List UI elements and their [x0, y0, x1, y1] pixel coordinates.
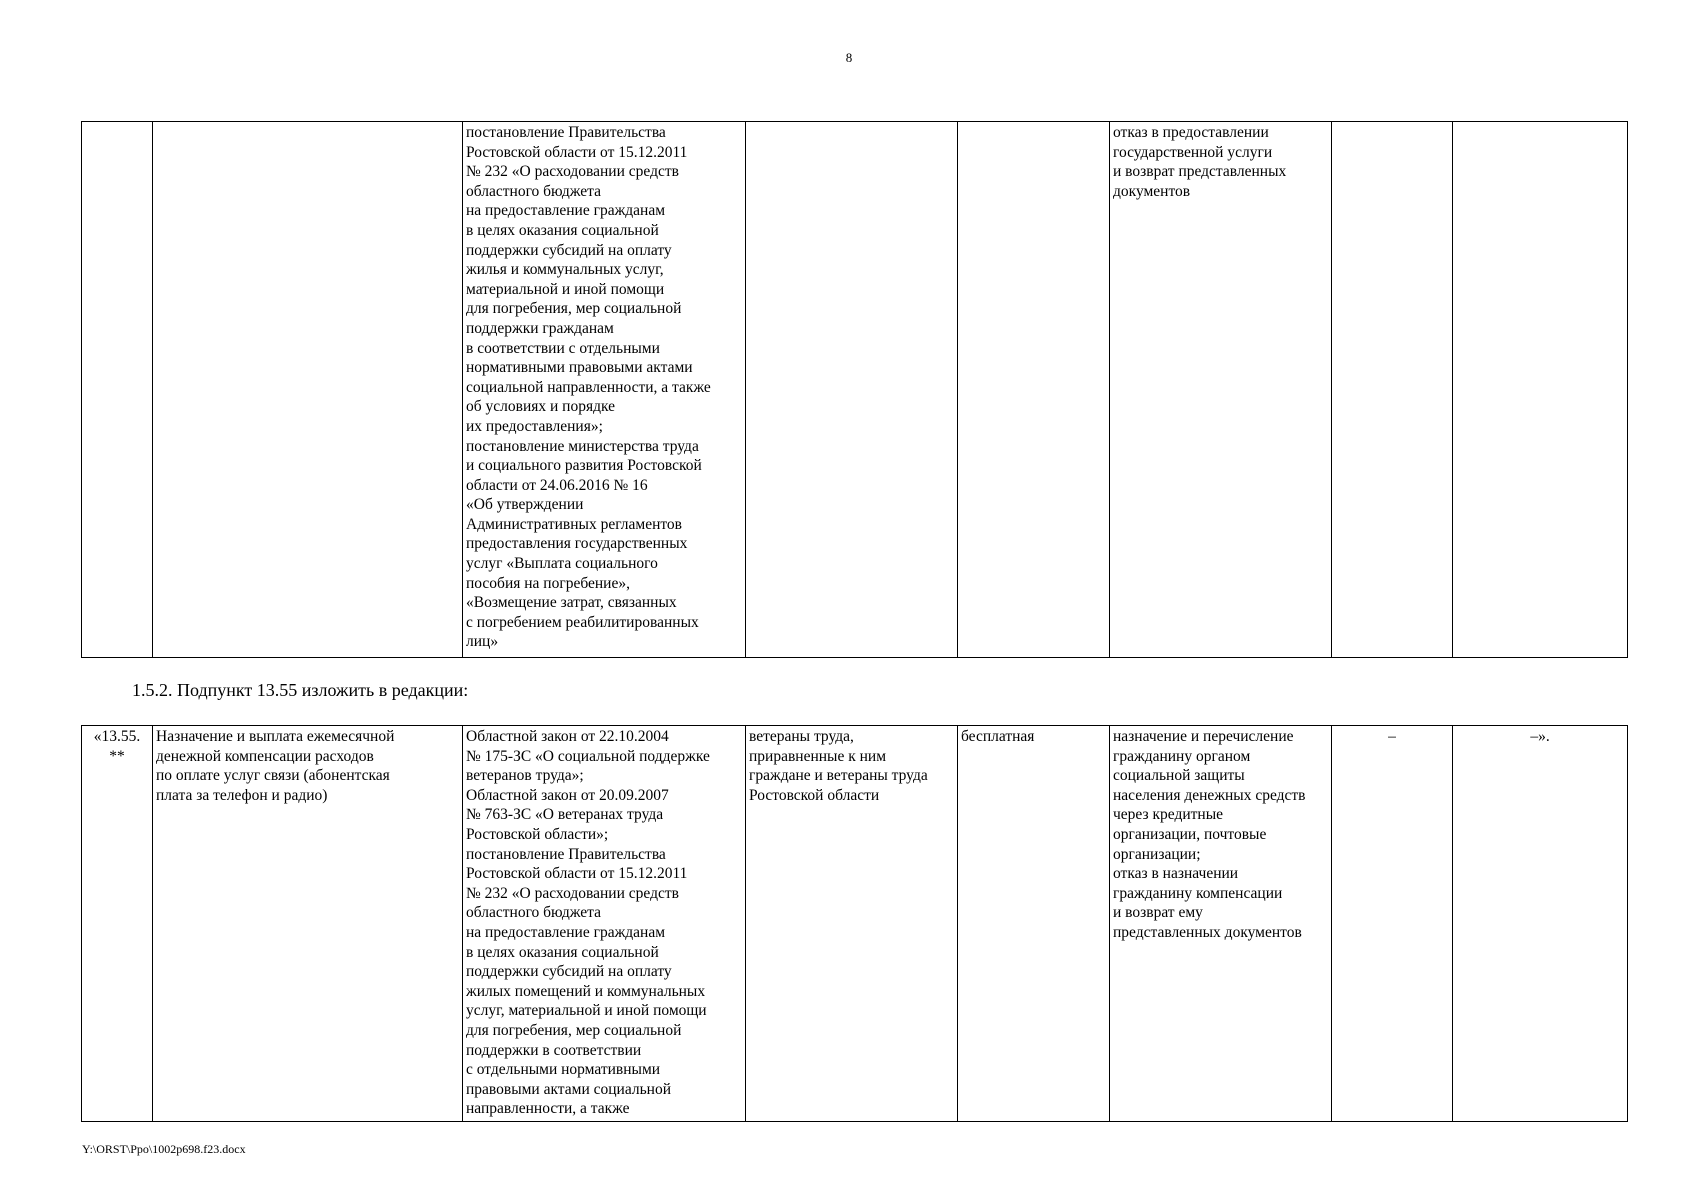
- cell-recipients: [746, 122, 958, 658]
- table-row: [82, 726, 1628, 1122]
- cell-recipients: ветераны труда, приравненные к ним граждане и ветераны труда Ростовской области: [746, 726, 958, 1122]
- cell-result: назначение и перечисление гражданину органом социальной защиты населения денежных средств через кредитные организации, почтовые организации; отказ в назначении гражданину компенсации и возврат ему представленных документов: [1110, 726, 1332, 1122]
- cell-result: отказ в предоставлении государственной услуги и возврат представленных документов: [1110, 122, 1332, 658]
- services-table-continuation: [81, 121, 1628, 658]
- cell-legal-basis: Областной закон от 22.10.2004 № 175-ЗС «О социальной поддержке ветеранов труда»; Областной закон от 20.09.2007 № 763-ЗС «О ветеранах труда Ростовской области»; постановление Правительства Ростовской области от 15.12.2011 № 232 «О расходовании средств областного бюджета на предоставление гражданам в целях оказания социальной поддержки субсидий на оплату жилых помещений и коммунальных услуг, материальной и иной помощи для погребения, мер социальной поддержки в соответствии с отдельными нормативными правовыми актами социальной направленности, а также: [463, 726, 746, 1122]
- cell-fee: [958, 122, 1110, 658]
- cell-service-name: Назначение и выплата ежемесячной денежной компенсации расходов по оплате услуг связи (абонентская плата за телефон и радио): [153, 726, 463, 1122]
- page-number: 8: [845, 50, 853, 65]
- cell-col7: –: [1332, 726, 1453, 1122]
- cell-col8: [1453, 122, 1628, 658]
- cell-col7: [1332, 122, 1453, 658]
- services-table-13-55: [81, 725, 1628, 1122]
- cell-number: [82, 122, 153, 658]
- cell-fee: бесплатная: [958, 726, 1110, 1122]
- cell-legal-basis: постановление Правительства Ростовской области от 15.12.2011 № 232 «О расходовании средств областного бюджета на предоставление гражданам в целях оказания социальной поддержки субсидий на оплату жилья и коммунальных услуг, материальной и иной помощи для погребения, мер социальной поддержки гражданам в соответствии с отдельными нормативными правовыми актами социальной направленности, а также об условиях и порядке их предоставления»; постановление министерства труда и социального развития Ростовской области от 24.06.2016 № 16 «Об утверждении Административных регламентов предоставления государственных услуг «Выплата социального пособия на погребение», «Возмещение затрат, связанных с погребением реабилитированных лиц»: [463, 122, 746, 658]
- cell-number: «13.55. **: [82, 726, 153, 1122]
- footer-file-path: Y:\ORST\Ppo\1002p698.f23.docx: [82, 1142, 246, 1156]
- subpoint-heading: 1.5.2. Подпункт 13.55 изложить в редакции:: [132, 680, 469, 700]
- cell-service-name: [153, 122, 463, 658]
- cell-col8: –».: [1453, 726, 1628, 1122]
- table-row: [82, 122, 1628, 658]
